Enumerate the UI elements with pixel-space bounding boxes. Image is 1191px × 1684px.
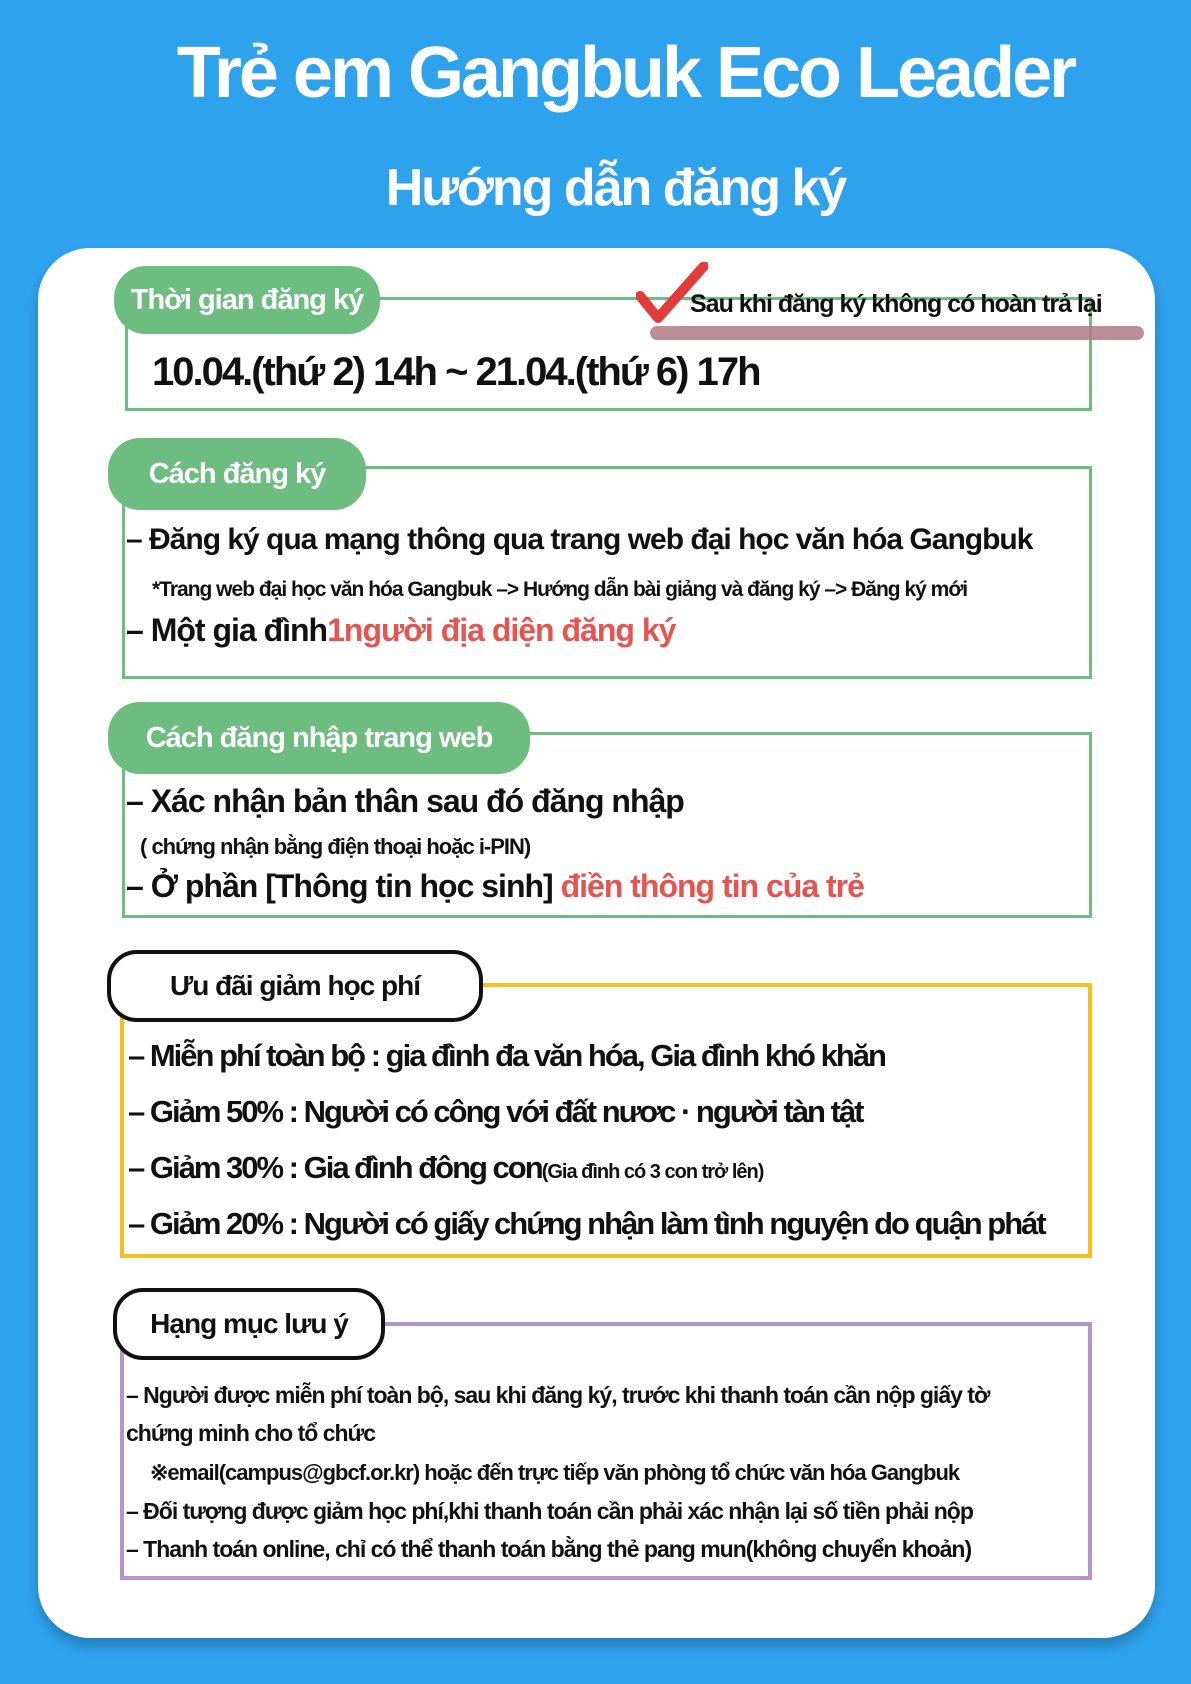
discount-item-3-small: (Gia đình có 3 con trở lên) — [541, 1161, 764, 1183]
discount-item-1: – Miễn phí toàn bộ : gia đình đa văn hóa, Gia đình khó khăn — [128, 1038, 885, 1073]
method-line-2: *Trang web đại học văn hóa Gangbuk –> Hướng dẫn bài giảng và đăng ký –> Đăng ký mới — [152, 578, 968, 601]
login-line-1: – Xác nhận bản thân sau đó đăng nhập — [126, 783, 684, 819]
page-title: Trẻ em Gangbuk Eco Leader — [176, 33, 1075, 113]
method-line-3 — [126, 612, 675, 649]
discount-item-3-text: – Giảm 30% : Gia đình đông con — [128, 1150, 542, 1185]
discount-label: Ưu đãi giảm học phí — [107, 950, 483, 1022]
login-line-3-text: – Ở phần [Thông tin học sinh] — [126, 868, 561, 904]
period-note: Sau khi đăng ký không có hoàn trả lại — [690, 290, 1102, 318]
login-line-3 — [126, 868, 864, 905]
discount-item-4: – Giảm 20% : Người có giấy chứng nhận làm tình nguyện do quận phát — [128, 1206, 1045, 1241]
discount-item-3 — [128, 1150, 763, 1186]
login-line-3-highlight: điền thông tin của trẻ — [560, 868, 864, 904]
notes-line-4: – Đối tượng được giảm học phí,khi thanh toán cần phải xác nhận lại số tiền phải nộp — [126, 1498, 973, 1524]
note-underline — [650, 326, 1144, 340]
notes-line-2: chứng minh cho tổ chức — [126, 1420, 375, 1446]
method-label: Cách đăng ký — [108, 438, 366, 510]
period-dates: 10.04.(thứ 2) 14h ~ 21.04.(thứ 6) 17h — [152, 350, 760, 394]
method-line-3-text: – Một gia đình — [126, 612, 328, 648]
discount-item-2: – Giảm 50% : Người có công với đất nươc · người tàn tật — [128, 1094, 863, 1129]
login-label: Cách đăng nhập trang web — [108, 702, 530, 774]
page-subtitle: Hướng dẫn đăng ký — [385, 159, 846, 217]
login-line-2: ( chứng nhận bằng điện thoại hoặc i-PIN) — [140, 834, 531, 859]
notes-line-3: ※email(campus@gbcf.or.kr) hoặc đến trực tiếp văn phòng tổ chức văn hóa Gangbuk — [150, 1460, 960, 1485]
notes-label: Hạng mục lưu ý — [113, 1288, 385, 1360]
notes-line-1: – Người được miễn phí toàn bộ, sau khi đăng ký, trước khi thanh toán cần nộp giấy tờ — [126, 1382, 990, 1408]
notes-line-5: – Thanh toán online, chỉ có thể thanh toán bằng thẻ pang mun(không chuyển khoản) — [126, 1536, 972, 1562]
period-label: Thời gian đăng ký — [114, 266, 380, 334]
method-line-1: – Đăng ký qua mạng thông qua trang web đại học văn hóa Gangbuk — [126, 523, 1033, 556]
method-line-3-highlight: 1người địa diện đăng ký — [327, 612, 676, 648]
